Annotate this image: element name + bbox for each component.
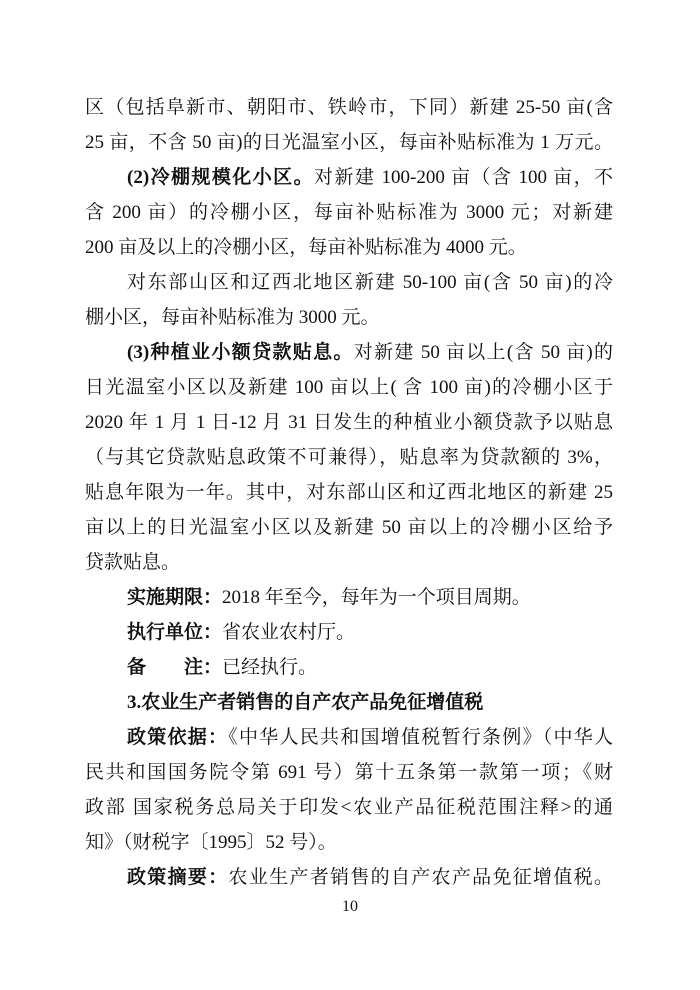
text-run: 已经执行。 [222, 657, 318, 678]
text-line [85, 475, 613, 510]
text-line [85, 510, 613, 545]
text-line [85, 790, 613, 825]
text-run: 日光温室小区以及新建 100 亩以上( 含 100 亩)的冷棚小区于 [85, 377, 613, 398]
text-line [85, 90, 613, 125]
text-run: 区（包括阜新市、朝阳市、铁岭市，下同）新建 25-50 亩(含 [85, 97, 613, 118]
text-run: 民共和国国务院令第 691 号）第十五条第一款第一项；《财 [85, 762, 613, 783]
text-run: 对东部山区和辽西北地区新建 50-100 亩(含 50 亩)的冷 [127, 272, 613, 293]
text-line [85, 230, 613, 265]
text-line [85, 265, 613, 300]
bold-text-run: 政策依据： [127, 727, 229, 748]
text-line [85, 860, 613, 895]
bold-text-run: (2)冷棚规模化小区。 [127, 167, 315, 188]
text-run: 对新建 100-200 亩（含 100 亩，不 [314, 167, 613, 188]
text-line [85, 580, 613, 615]
bold-text-run: 政策摘要： [127, 867, 229, 888]
text-line [85, 335, 613, 370]
text-line [85, 405, 613, 440]
text-run: 贴息年限为一年。其中，对东部山区和辽西北地区的新建 25 [85, 482, 613, 503]
text-line [85, 195, 613, 230]
text-line [85, 650, 613, 685]
text-line [85, 755, 613, 790]
bold-text-run: (3)种植业小额贷款贴息。 [127, 342, 354, 363]
text-line [85, 720, 613, 755]
text-run: 贷款贴息。 [85, 552, 181, 573]
text-run: 200 亩及以上的冷棚小区，每亩补贴标准为 4000 元。 [85, 237, 527, 258]
page-body-text [85, 90, 613, 895]
bold-text-run: 执行单位： [127, 622, 223, 643]
text-line [85, 370, 613, 405]
text-run: 农业生产者销售的自产农产品免征增值税。 [228, 867, 613, 888]
text-run: 对新建 50 亩以上(含 50 亩)的 [353, 342, 613, 363]
text-line [85, 615, 613, 650]
text-run: 《中华人民共和国增值税暂行条例》（中华人 [228, 727, 613, 748]
text-run: 知》（财税字〔1995〕52 号）。 [85, 832, 337, 853]
page-number: 10 [342, 898, 358, 915]
text-run: 政部 国家税务总局关于印发<农业产品征税范围注释>的通 [85, 797, 613, 818]
text-line [85, 160, 613, 195]
text-line [85, 685, 613, 720]
text-line [85, 300, 613, 335]
text-line [85, 825, 613, 860]
text-run: 含 200 亩）的冷棚小区，每亩补贴标准为 3000 元；对新建 [85, 202, 613, 223]
text-run: （与其它贷款贴息政策不可兼得），贴息率为贷款额的 3%， [85, 447, 613, 468]
text-run: 亩以上的日光温室小区以及新建 50 亩以上的冷棚小区给予 [85, 517, 613, 538]
text-run: 25 亩，不含 50 亩)的日光温室小区，每亩补贴标准为 1 万元。 [85, 132, 613, 153]
text-line [85, 545, 613, 580]
text-run: 省农业农村厅。 [222, 622, 356, 643]
bold-text-run: 3.农业生产者销售的自产农产品免征增值税 [127, 692, 484, 713]
text-run: 棚小区，每亩补贴标准为 3000 元。 [85, 307, 380, 328]
bold-text-run: 备 注： [127, 657, 223, 678]
text-line [85, 440, 613, 475]
text-line [85, 125, 613, 160]
text-run: 2020 年 1 月 1 日-12 月 31 日发生的种植业小额贷款予以贴息 [85, 412, 613, 433]
bold-text-run: 实施期限： [127, 587, 223, 608]
text-run: 2018 年至今，每年为一个项目周期。 [222, 587, 531, 608]
